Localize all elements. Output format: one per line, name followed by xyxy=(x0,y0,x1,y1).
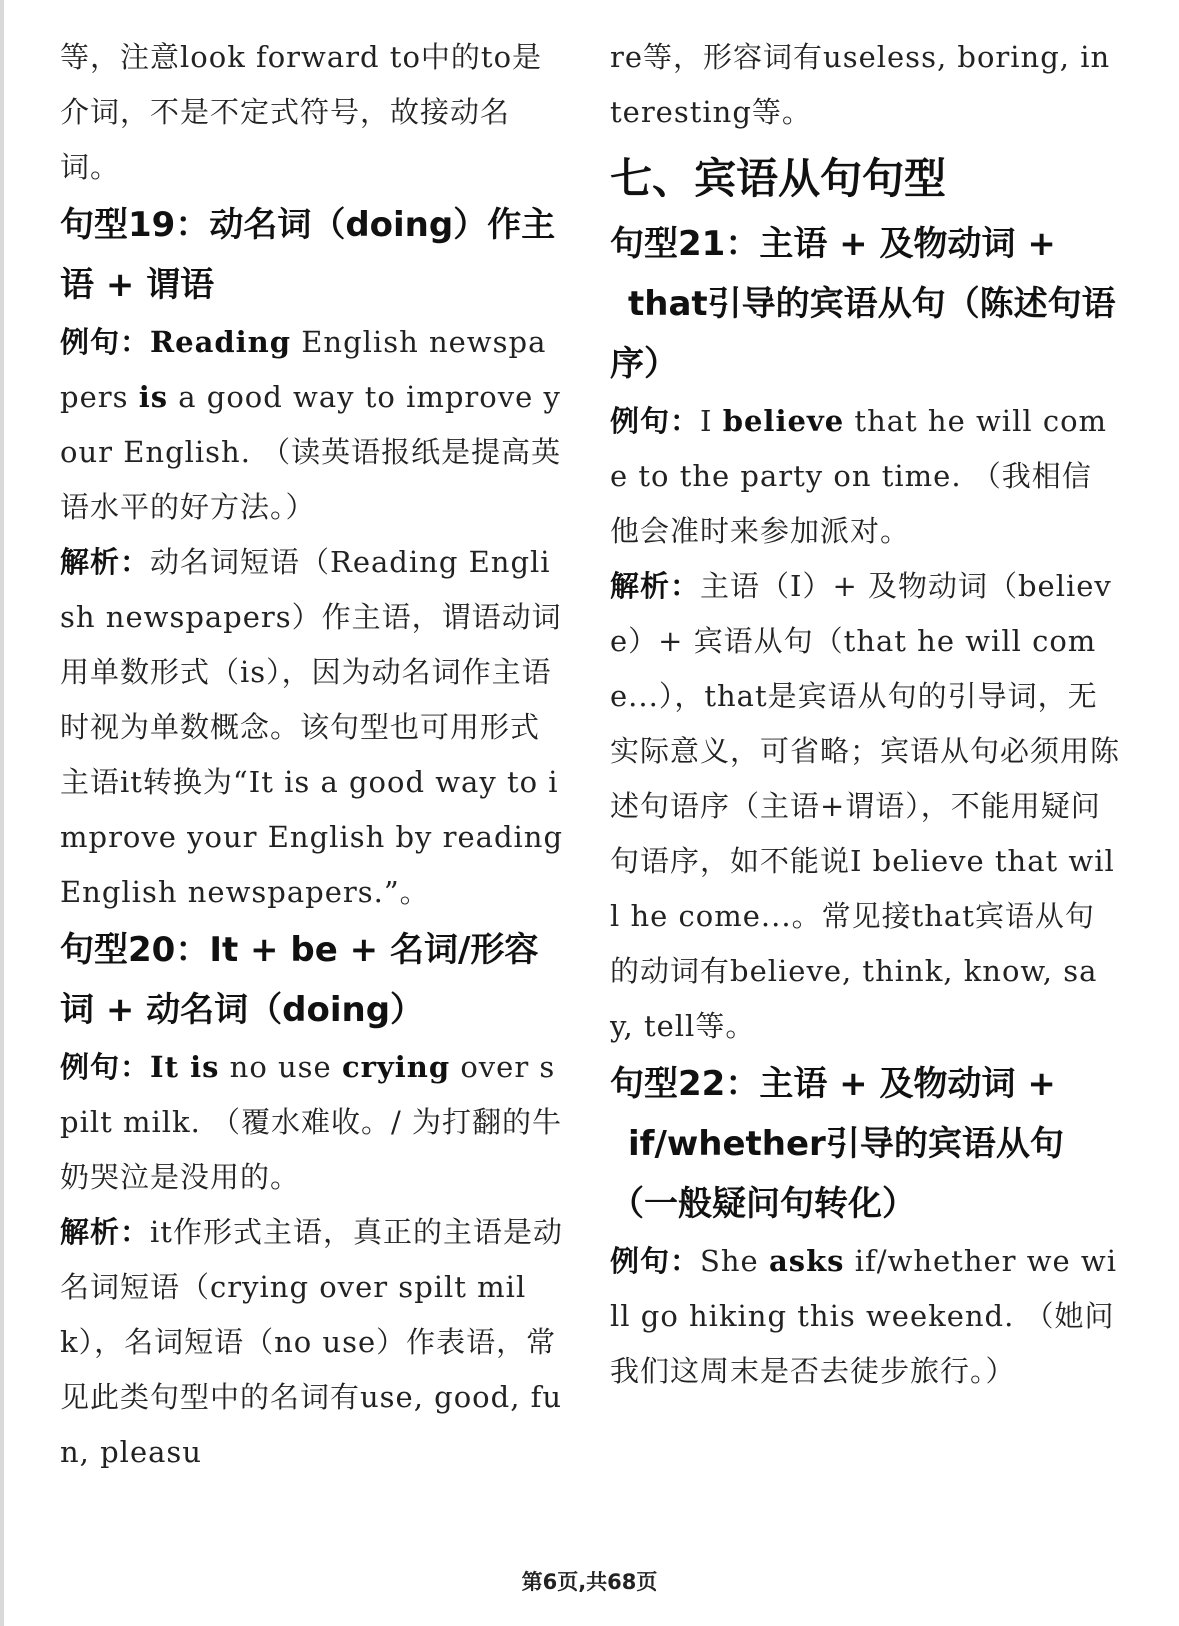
example-text: no use xyxy=(219,1050,342,1084)
analysis-label: 解析： xyxy=(610,569,701,603)
pattern-21-example xyxy=(610,394,1120,559)
analysis-text: 动名词短语（Reading English newspapers）作主语，谓语动词用单数形式（is），因为动名词作主语时视为单数概念。该句型也可用形式主语it转换为“It is a good way to improve your English by reading English newspapers.”。 xyxy=(60,545,564,909)
page-edge xyxy=(0,0,4,1626)
heading-line: if/whether引导的宾语从句（一般疑问句转化） xyxy=(610,1124,1064,1224)
pattern-22-heading xyxy=(610,1054,1120,1234)
continued-paragraph: re等，形容词有useless, boring, interesting等。 xyxy=(610,40,1111,129)
example-text: over spilt milk. （覆水难收。/ 为打翻的牛奶哭泣是没用的。 xyxy=(60,1050,563,1194)
pattern-19-heading: 句型19：动名词（doing）作主语 + 谓语 xyxy=(60,205,556,305)
example-text: a good way to improve your English. （读英语报纸是提高英语水平的好方法。） xyxy=(60,380,562,524)
example-text: She xyxy=(700,1244,769,1278)
pattern-19-analysis xyxy=(60,535,565,920)
bold-word: asks xyxy=(768,1244,845,1278)
intro-paragraph: 等，注意look forward to中的to是介词，不是不定式符号，故接动名词。 xyxy=(60,40,543,184)
example-text: that he will come to the party on time. （我相信他会准时来参加派对。 xyxy=(610,404,1108,548)
heading-line: 句型22：主语 + 及物动词 + xyxy=(610,1064,1056,1104)
right-column xyxy=(610,30,1120,1399)
analysis-label: 解析： xyxy=(60,1215,151,1249)
page-number: 第6页,共68页 xyxy=(521,1570,658,1594)
bold-word: believe xyxy=(722,404,845,438)
left-column xyxy=(60,30,565,1480)
analysis-label: 解析： xyxy=(60,545,151,579)
example-label: 例句： xyxy=(60,1050,151,1084)
pattern-20-heading: 句型20：It + be + 名词/形容词 + 动名词（doing） xyxy=(60,930,539,1030)
example-text: English newspapers xyxy=(60,325,547,414)
section-title: 七、宾语从句句型 xyxy=(610,154,947,203)
pattern-21-analysis xyxy=(610,559,1120,1054)
example-label: 例句： xyxy=(610,1244,701,1278)
example-label: 例句： xyxy=(60,325,151,359)
analysis-text: 主语（I）+ 及物动词（believe）+ 宾语从句（that he will come...），that是宾语从句的引导词，无实际意义，可省略；宾语从句必须用陈述句语序（主语+谓语），不能用疑问句语序，如不能说I believe that will he come...。常见接that宾语从句的动词有believe, think, know, say, tell等。 xyxy=(610,569,1121,1043)
pattern-20-analysis xyxy=(60,1205,565,1480)
pattern-21-heading xyxy=(610,214,1120,394)
pattern-20-example xyxy=(60,1040,565,1205)
bold-word: is xyxy=(138,380,169,414)
heading-line: that引导的宾语从句（陈述句语序） xyxy=(610,284,1116,384)
analysis-text: it作形式主语，真正的主语是动名词短语（crying over spilt milk），名词短语（no use）作表语，常见此类句型中的名词有use, good, fun, pleasu xyxy=(60,1215,563,1469)
pattern-19-example xyxy=(60,315,565,535)
bold-word: crying xyxy=(341,1050,451,1084)
example-text: I xyxy=(700,404,723,438)
example-label: 例句： xyxy=(610,404,701,438)
bold-word: It is xyxy=(150,1050,220,1084)
heading-line: 句型21：主语 + 及物动词 + xyxy=(610,224,1056,264)
pattern-22-example xyxy=(610,1234,1120,1399)
bold-word: Reading xyxy=(150,325,292,359)
example-text: if/whether we will go hiking this weekend. （她问我们这周末是否去徒步旅行。） xyxy=(610,1244,1118,1388)
